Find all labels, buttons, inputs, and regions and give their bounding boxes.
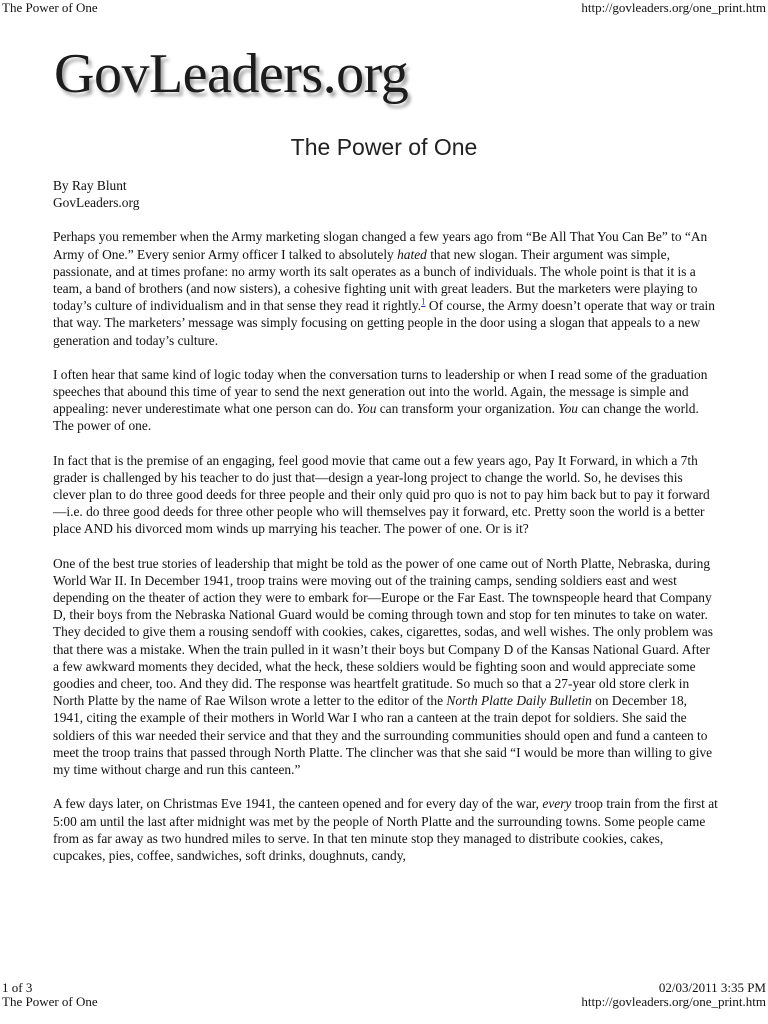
byline-author: By Ray Blunt	[53, 178, 127, 193]
p2-text-b: can transform your organization.	[376, 401, 559, 417]
p5-emphasis: every	[542, 796, 572, 812]
footer-left	[2, 981, 98, 1009]
footer-right	[581, 981, 766, 1009]
footer-title: The Power of One	[2, 994, 98, 1009]
paragraph-1	[53, 228, 718, 348]
paragraph-3: In fact that is the premise of an engaging, feel good movie that came out a few years ago, Pay It Forward, in which a 7th grader is challenged by his teacher to do just that—design a year-long project to change the world. So, he devises this clever plan to do three good deeds for three people and their only quid pro quo is not to pay him back but to pay it forward—i.e. do three good deeds for three other people who will themselves pay it forward, etc. Pretty soon the world is a better place AND his divorced mom winds up marrying his teacher. The power of one. Or is it?	[53, 452, 710, 537]
paragraph-4	[53, 555, 718, 779]
byline	[53, 177, 718, 211]
p1-text-a: Perhaps you remember when the Army marketing slogan changed a few years ago from “Be All That You Can Be” to “An Army of One.” Every senior Army officer I talked to absolutely	[53, 229, 708, 262]
p1-text-c: Of course, the Army doesn’t operate that way or train that way. The marketers’ message was simply focusing on getting people in the door using a slogan that appeals to a new generation and today’s culture.	[53, 298, 715, 348]
paragraph-2	[53, 366, 718, 435]
article-title: The Power of One	[290, 134, 478, 160]
govleaders-logo: GovLeaders.org	[54, 43, 409, 105]
p1-emphasis: hated	[397, 246, 427, 262]
footnote-link[interactable]: 1	[421, 296, 426, 307]
p4-text-a: One of the best true stories of leadership that might be told as the power of one came out of North Platte, Nebraska, during World War II. In December 1941, troop trains were moving out of the training camps, sending soldiers east and west depending on the theater of action they were to embark for—Europe or the Far East. The townspeople heard that Company D, their boys from the Nebraska National Guard would be coming through town and stop for ten minutes to take on water. They decided to give them a rousing sendoff with cookies, cakes, cigarettes, sodas, and well wishes. The only problem was that there was a mistake. When the train pulled in it wasn’t their boys but Company D of the Kansas National Guard. After a few awkward moments they decided, what the heck, these soldiers would be fighting soon and would appreciate some goodies and cheer, too. And they did. The response was heartfelt gratitude. So much so that a 27-year old store clerk in North Platte by the name of Rae Wilson wrote a letter to the editor of the	[53, 555, 713, 709]
p4-text-b: on December 18, 1941, citing the example of their mothers in World War I who ran a canteen at the train depot for soldiers. She said the soldiers of this war needed their service and that they and the surrounding communities should open and fund a canteen to meet the troop trains that passed through North Platte. The clincher was that she said “I would be more than willing to give my time without charge and run this canteen.”	[53, 693, 713, 778]
browser-header-title: The Power of One	[2, 0, 98, 15]
browser-header-url: http://govleaders.org/one_print.htm	[581, 0, 766, 15]
p2-text-a: I often hear that same kind of logic today when the conversation turns to leadership or when I read some of the graduation speeches that abound this time of year to send the next generation out into the world. Again, the message is simple and appealing: never underestimate what one person can do.	[53, 366, 708, 417]
footer-page-number: 1 of 3	[2, 980, 33, 995]
byline-org: GovLeaders.org	[53, 195, 140, 211]
footer-datetime: 02/03/2011 3:35 PM	[658, 980, 766, 995]
p5-text-a: A few days later, on Christmas Eve 1941, the canteen opened and for every day of the war,	[53, 796, 543, 812]
paragraph-5	[53, 795, 718, 864]
p1-text-b: that new slogan. Their argument was simple, passionate, and at times profane: no army worth its salt operates as a bunch of individuals. The whole point is that it is a team, a band of brothers (and now sisters), a cohesive fighting unit with great leaders. But the marketers were playing to today’s culture of individualism and in that sense they read it rightly.	[53, 246, 698, 314]
p2-text-c: can change the world. The power of one.	[53, 401, 699, 434]
p5-text-b: troop train from the first at 5:00 am until the last after midnight was met by the people of North Platte and the surrounding towns. Some people came from as far away as two hundred miles to serve. In that ten minute stop they managed to distribute cookies, cakes, cupcakes, pies, coffee, sandwiches, soft drinks, doughnuts, candy,	[53, 796, 718, 863]
p2-emphasis-2: You	[558, 401, 578, 417]
footer-url: http://govleaders.org/one_print.htm	[581, 994, 766, 1009]
p4-newspaper-title: North Platte Daily Bulletin	[446, 693, 592, 709]
p2-emphasis-1: You	[356, 401, 377, 417]
article-body	[53, 177, 718, 881]
